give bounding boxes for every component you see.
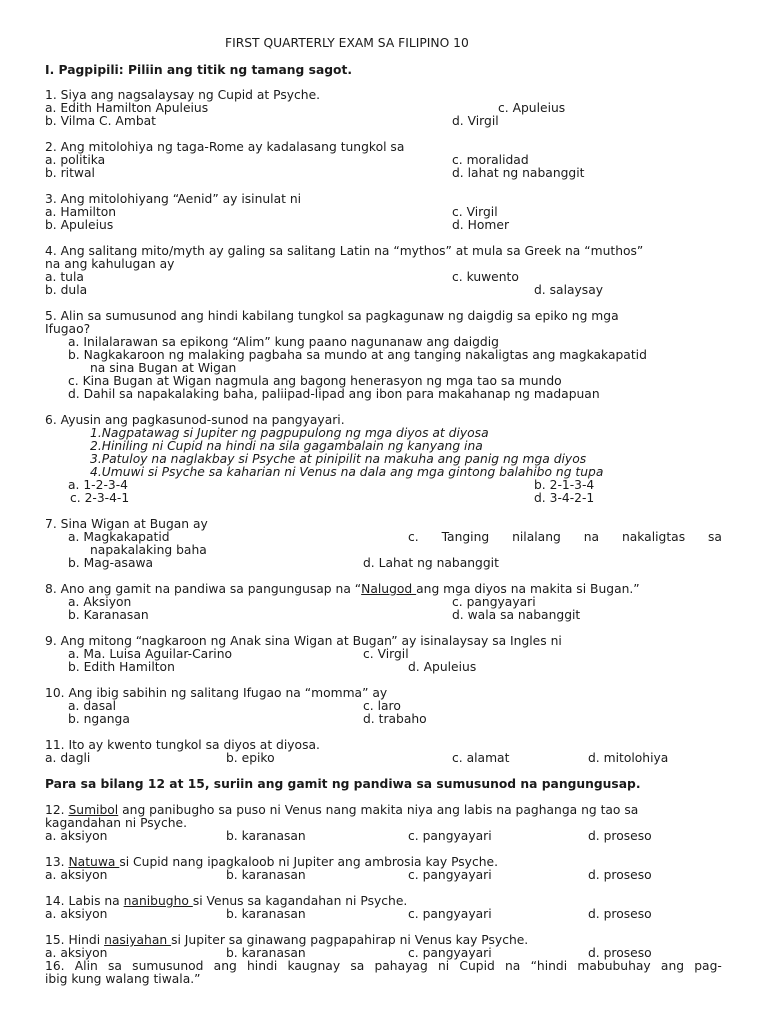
question-16-word: kaugnay xyxy=(287,959,341,973)
choice-13a: a. aksiyon xyxy=(45,868,108,882)
choice-7b: b. Mag-asawa xyxy=(68,556,154,570)
question-11: 11. Ito ay kwento tungkol sa diyos at diyosa. xyxy=(45,738,320,752)
question-5-line-2: Ifugao? xyxy=(45,322,91,336)
question-13-text: si Cupid nang ipagkaloob ni Jupiter ang ambrosia kay Psyche. xyxy=(119,855,498,869)
choice-12b: b. karanasan xyxy=(226,829,306,843)
question-5-line-1: 5. Alin sa sumusunod ang hindi kabilang tungkol sa pagkagunaw ng daigdig sa epiko ng mga xyxy=(45,309,619,323)
question-14-text: si Venus sa kagandahan ni Psyche. xyxy=(192,894,408,908)
event-1: 1.Nagpatawag si Jupiter ng pagpupulong ng mga diyos at diyosa xyxy=(90,426,489,440)
underlined-verb: Nalugod xyxy=(361,582,417,596)
question-16-word: hindi xyxy=(247,959,278,973)
choice-3a: a. Hamilton xyxy=(45,205,117,219)
choice-7c-word: Tanging xyxy=(441,530,490,544)
choice-12a: a. aksiyon xyxy=(45,829,108,843)
question-16-word: sumusunod xyxy=(132,959,204,973)
section-2-instructions: Para sa bilang 12 at 15, suriin ang gamit ng pandiwa sa sumusunod na pangungusap. xyxy=(45,777,641,791)
choice-8b: b. Karanasan xyxy=(68,608,149,622)
choice-11d: d. mitolohiya xyxy=(588,751,669,765)
question-15-number: 15. Hindi xyxy=(45,933,105,947)
question-8-text: 8. Ano ang gamit na pandiwa sa pangungusap na “ xyxy=(45,582,362,596)
choice-9d: d. Apuleius xyxy=(408,660,477,674)
event-2: 2.Hiniling ni Cupid na hindi na sila gagambalain ng kanyang ina xyxy=(90,439,483,453)
choice-6b: b. 2-1-3-4 xyxy=(534,478,595,492)
question-9: 9. Ang mitong “nagkaroon ng Anak sina Wigan at Bugan” ay isinalaysay sa Ingles ni xyxy=(45,634,562,648)
choice-1d: d. Virgil xyxy=(452,114,499,128)
question-16-word: 16. xyxy=(45,959,65,973)
question-16-word: Cupid xyxy=(459,959,495,973)
choice-10c: c. laro xyxy=(363,699,401,713)
choice-13d: d. proseso xyxy=(588,868,652,882)
choice-5b-continued: na sina Bugan at Wigan xyxy=(90,361,237,375)
question-16-word: pahayag xyxy=(374,959,428,973)
question-15-text: si Jupiter sa ginawang pagpapahirap ni Venus kay Psyche. xyxy=(171,933,529,947)
question-8-text-end: ang mga diyos na makita si Bugan.” xyxy=(416,582,640,596)
choice-6c: c. 2-3-4-1 xyxy=(70,491,130,505)
choice-10d: d. trabaho xyxy=(363,712,427,726)
question-16-word: pag- xyxy=(694,959,722,973)
choice-15a: a. aksiyon xyxy=(45,946,108,960)
choice-2a: a. politika xyxy=(45,153,106,167)
choice-2d: d. lahat ng nabanggit xyxy=(452,166,585,180)
question-16-word: sa xyxy=(108,959,122,973)
choice-3d: d. Homer xyxy=(452,218,509,232)
question-16-word: ang xyxy=(660,959,685,973)
question-16-word: “hindi xyxy=(530,959,568,973)
choice-5b: b. Nagkakaroon ng malaking pagbaha sa mundo at ang tanging nakaligtas ang magkakapatid xyxy=(68,348,647,362)
choice-7c-word: sa xyxy=(708,530,722,544)
choice-14a: a. aksiyon xyxy=(45,907,108,921)
question-3: 3. Ang mitolohiyang “Aenid” ay isinulat ni xyxy=(45,192,302,206)
question-7: 7. Sina Wigan at Bugan ay xyxy=(45,517,208,531)
choice-5a: a. Inilalarawan sa epikong “Alim” kung paano nagunanaw ang daigdig xyxy=(68,335,499,349)
choice-15c: c. pangyayari xyxy=(408,946,492,960)
choice-14d: d. proseso xyxy=(588,907,652,921)
choice-3c: c. Virgil xyxy=(452,205,498,219)
choice-11a: a. dagli xyxy=(45,751,91,765)
choice-5c: c. Kina Bugan at Wigan nagmula ang bagong henerasyon ng mga tao sa mundo xyxy=(68,374,562,388)
underlined-verb: Sumibol xyxy=(68,803,119,817)
question-16-word: ni xyxy=(437,959,450,973)
choice-10a: a. dasal xyxy=(68,699,117,713)
question-16-line-2: ibig kung walang tiwala.” xyxy=(45,972,201,986)
choice-7d: d. Lahat ng nabanggit xyxy=(363,556,499,570)
question-4-line-1: 4. Ang salitang mito/myth ay galing sa salitang Latin na “mythos” at mula sa Greek na “muthos” xyxy=(45,244,644,258)
event-3: 3.Patuloy na naglakbay si Psyche at pinipilit na makuha ang panig ng mga diyos xyxy=(90,452,587,466)
choice-7c-word: nakaligtas xyxy=(621,530,686,544)
choice-10b: b. nganga xyxy=(68,712,130,726)
choice-7c-word: nilalang xyxy=(512,530,561,544)
choice-11c: c. alamat xyxy=(452,751,510,765)
question-16-word: mabubuhay xyxy=(577,959,651,973)
choice-4a: a. tula xyxy=(45,270,84,284)
question-1: 1. Siya ang nagsalaysay ng Cupid at Psyche. xyxy=(45,88,321,102)
question-14-number: 14. Labis na xyxy=(45,894,124,908)
choice-9c: c. Virgil xyxy=(363,647,409,661)
choice-7c-word: na xyxy=(583,530,600,544)
choice-11b: b. epiko xyxy=(226,751,275,765)
choice-14c: c. pangyayari xyxy=(408,907,492,921)
choice-15b: b. karanasan xyxy=(226,946,306,960)
choice-4b: b. dula xyxy=(45,283,88,297)
underlined-verb: nanibugho xyxy=(123,894,193,908)
question-4-line-2: na ang kahulugan ay xyxy=(45,257,175,271)
choice-8a: a. Aksiyon xyxy=(68,595,132,609)
choice-13c: c. pangyayari xyxy=(408,868,492,882)
choice-12c: c. pangyayari xyxy=(408,829,492,843)
question-16-word: na xyxy=(505,959,521,973)
choice-6a: a. 1-2-3-4 xyxy=(68,478,128,492)
choice-14b: b. karanasan xyxy=(226,907,306,921)
choice-4d: d. salaysay xyxy=(534,283,604,297)
question-8 xyxy=(45,583,640,596)
underlined-verb: Natuwa xyxy=(68,855,120,869)
choice-1c: c. Apuleius xyxy=(498,101,566,115)
choice-1b: b. Vilma C. Ambat xyxy=(45,114,156,128)
question-13-number: 13. xyxy=(45,855,69,869)
choice-6d: d. 3-4-2-1 xyxy=(534,491,595,505)
question-16-word: ang xyxy=(213,959,237,973)
exam-title: FIRST QUARTERLY EXAM SA FILIPINO 10 xyxy=(225,36,469,50)
choice-7c-word: c. xyxy=(408,530,419,544)
choice-7c xyxy=(408,531,722,544)
choice-1a: a. Edith Hamilton Apuleius xyxy=(45,101,209,115)
choice-3b: b. Apuleius xyxy=(45,218,114,232)
question-2: 2. Ang mitolohiya ng taga-Rome ay kadalasang tungkol sa xyxy=(45,140,405,154)
question-12-line-2: kagandahan ni Psyche. xyxy=(45,816,187,830)
question-12-text: ang panibugho sa puso ni Venus nang makita niya ang labis na paghanga ng tao sa xyxy=(118,803,639,817)
section-1-instructions: I. Pagpipili: Piliin ang titik ng tamang sagot. xyxy=(45,63,353,77)
choice-15d: d. proseso xyxy=(588,946,652,960)
choice-8d: d. wala sa nabanggit xyxy=(452,608,581,622)
choice-7c-continued: napakalaking baha xyxy=(90,543,207,557)
choice-9b: b. Edith Hamilton xyxy=(68,660,175,674)
question-16-word: sa xyxy=(350,959,365,973)
choice-12d: d. proseso xyxy=(588,829,652,843)
choice-8c: c. pangyayari xyxy=(452,595,536,609)
choice-4c: c. kuwento xyxy=(452,270,519,284)
underlined-verb: nasiyahan xyxy=(104,933,172,947)
question-6: 6. Ayusin ang pagkasunod-sunod na pangyayari. xyxy=(45,413,345,427)
choice-9a: a. Ma. Luisa Aguilar-Carino xyxy=(68,647,233,661)
choice-5d: d. Dahil sa napakalaking baha, paliipad-lipad ang ibon para makahanap ng madapuan xyxy=(68,387,600,401)
question-16-word: Alin xyxy=(74,959,98,973)
choice-13b: b. karanasan xyxy=(226,868,306,882)
choice-2c: c. moralidad xyxy=(452,153,529,167)
event-4: 4.Umuwi si Psyche sa kaharian ni Venus na dala ang mga gintong balahibo ng tupa xyxy=(90,465,604,479)
choice-2b: b. ritwal xyxy=(45,166,95,180)
question-10: 10. Ang ibig sabihin ng salitang Ifugao na “momma” ay xyxy=(45,686,388,700)
question-12-number: 12. xyxy=(45,803,69,817)
choice-7a: a. Magkakapatid xyxy=(68,530,170,544)
